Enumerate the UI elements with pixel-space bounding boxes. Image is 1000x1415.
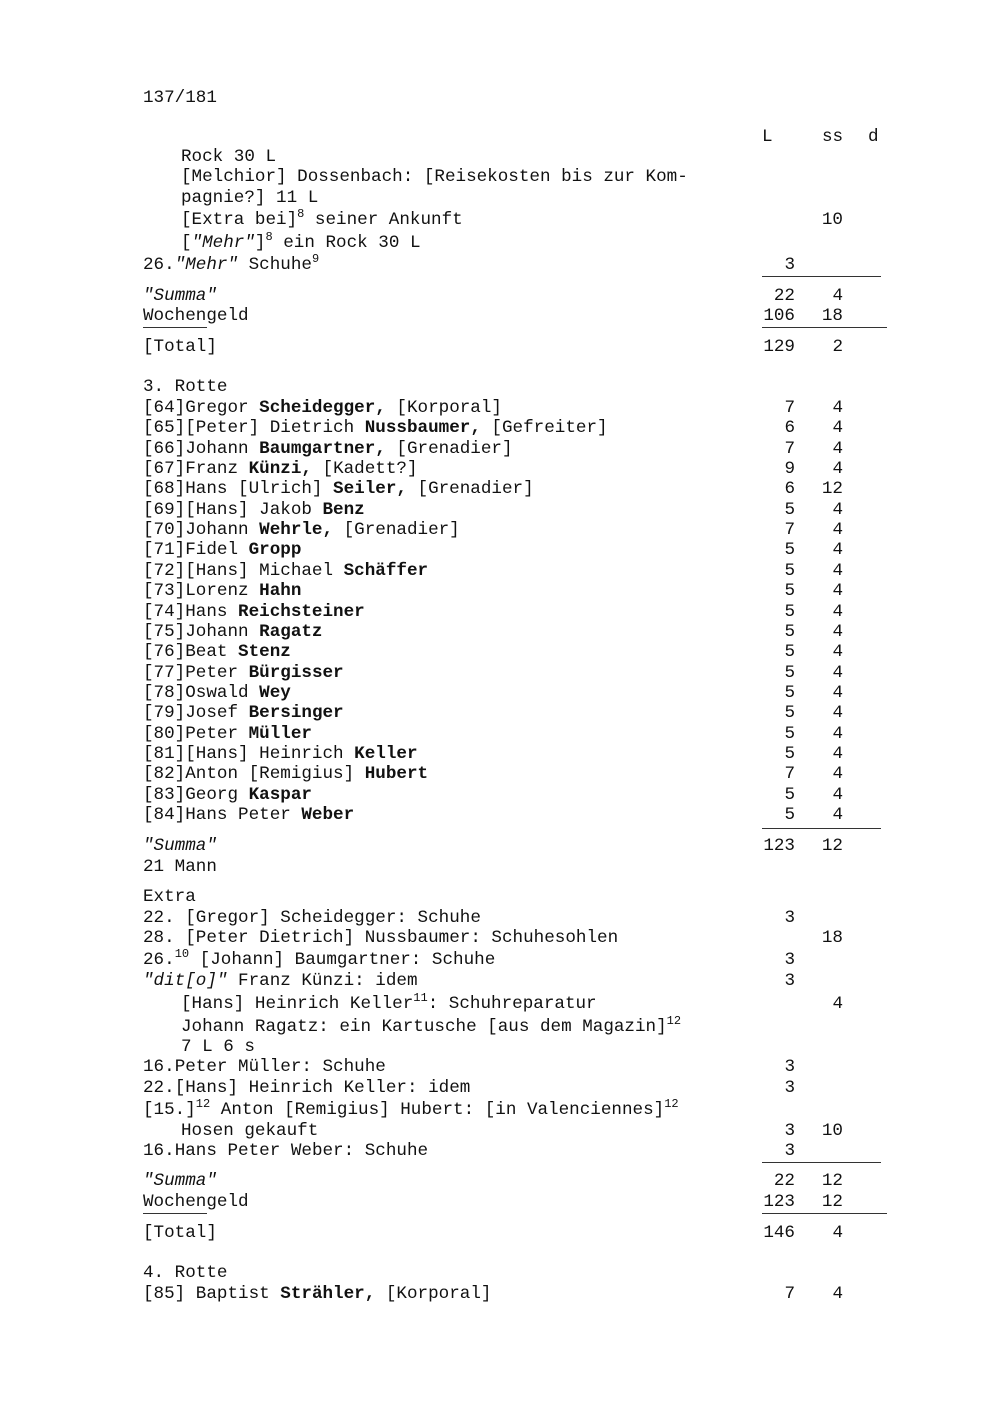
shillings-value: 4 — [832, 439, 843, 459]
extra-line: 26.10 [Johann] Baumgartner: Schuhe — [143, 947, 496, 970]
shillings-value: 4 — [832, 744, 843, 764]
member-row — [143, 581, 301, 601]
extra-line: $[15.]^{12}$ Anton [Remigius] Hubert: [in Valenciennes]$^{12}$ — [143, 1097, 679, 1120]
pounds-value: 7 — [784, 764, 795, 784]
shillings-value: 4 — [832, 520, 843, 540]
member-surname: Wey — [259, 683, 291, 703]
shillings-value: 4 — [832, 703, 843, 723]
shillings-value: 4 — [832, 764, 843, 784]
sum-rule — [762, 1162, 881, 1163]
member-row: [85] Baptist Strähler, [Korporal] — [143, 1284, 492, 1304]
member-name: [Hans] Jakob — [185, 500, 323, 520]
column-header-pounds: L — [762, 127, 773, 147]
sum-rule — [143, 327, 207, 328]
pounds-value: 5 — [784, 642, 795, 662]
pounds-value: 7 — [784, 398, 795, 418]
pounds-value: 7 — [784, 1284, 795, 1304]
member-no: [83] — [143, 785, 186, 805]
member-name: Beat — [185, 642, 239, 662]
member-name: Hans [Ulrich] — [185, 479, 334, 499]
footnote-marker: 9 — [311, 252, 320, 266]
member-surname: Benz — [322, 500, 365, 520]
member-name: [Hans] Heinrich — [185, 744, 355, 764]
shillings-value: 4 — [832, 1223, 843, 1243]
pounds-value: 5 — [784, 561, 795, 581]
member-surname: Scheidegger, — [259, 398, 386, 418]
member-row — [143, 500, 365, 520]
member-no: [84] — [143, 805, 186, 825]
pounds-value: 3 — [784, 971, 795, 991]
shillings-value: 4 — [832, 602, 843, 622]
entry-line: Rock 30 L — [181, 147, 277, 167]
member-name: Fidel — [185, 540, 249, 560]
pounds-value: 123 — [763, 1192, 795, 1212]
pounds-value: 5 — [784, 602, 795, 622]
entry-line: 26."Mehr" Schuhe$^9$ — [143, 252, 320, 275]
member-row — [143, 785, 312, 805]
pounds-value: 6 — [784, 479, 795, 499]
member-surname: Stenz — [238, 642, 291, 662]
column-header-shillings: ss — [822, 127, 844, 147]
member-name: Georg — [185, 785, 249, 805]
member-no: [66] — [143, 439, 186, 459]
shillings-value: 4 — [832, 663, 843, 683]
pounds-value: 5 — [784, 500, 795, 520]
member-row — [143, 459, 418, 479]
member-name: Johann — [185, 622, 260, 642]
member-no: [71] — [143, 540, 186, 560]
member-no: [72] — [143, 561, 186, 581]
member-rank: [Grenadier] — [406, 479, 534, 499]
member-row — [143, 805, 354, 825]
member-surname: Schäffer — [343, 561, 429, 581]
pounds-value: 3 — [784, 1121, 795, 1141]
member-no: [65] — [143, 418, 186, 438]
member-row — [143, 663, 344, 683]
pounds-value: 5 — [784, 703, 795, 723]
shillings-value: 4 — [832, 418, 843, 438]
sum-rule — [762, 828, 881, 829]
footnote-marker: 12 — [195, 1097, 211, 1111]
pounds-value: 106 — [763, 306, 795, 326]
pounds-value: 3 — [784, 1141, 795, 1161]
member-row — [143, 439, 513, 459]
pounds-value: 5 — [784, 785, 795, 805]
shillings-value: 4 — [832, 622, 843, 642]
member-row — [143, 622, 323, 642]
mann-count: 21 Mann — [143, 857, 217, 877]
member-surname: Kaspar — [248, 785, 312, 805]
extra-heading: Extra — [143, 887, 196, 907]
member-row — [143, 703, 344, 723]
member-no: [70] — [143, 520, 186, 540]
member-rank: [Korporal] — [385, 398, 502, 418]
member-rank: [Gefreiter] — [480, 418, 608, 438]
shillings-value: 12 — [821, 1192, 843, 1212]
member-no: [64] — [143, 398, 186, 418]
extra-line: 16.Hans Peter Weber: Schuhe — [143, 1141, 429, 1161]
member-surname: Keller — [354, 744, 418, 764]
member-surname: Baumgartner, — [259, 439, 386, 459]
pounds-value: 3 — [784, 908, 795, 928]
pounds-value: 5 — [784, 744, 795, 764]
pounds-value: 5 — [784, 663, 795, 683]
member-row — [143, 602, 365, 622]
shillings-value: 4 — [832, 785, 843, 805]
extra-line: Johann Ragatz: ein Kartusche [aus dem Magazin]$^{12}$ — [181, 1014, 682, 1037]
section-heading: 3. Rotte — [143, 377, 228, 397]
pounds-value: 5 — [784, 540, 795, 560]
member-name: Hans Peter — [185, 805, 302, 825]
pounds-value: 3 — [784, 1078, 795, 1098]
member-rank: [Grenadier] — [333, 520, 460, 540]
member-rank: [Kadett?] — [311, 459, 418, 479]
pounds-value: 3 — [784, 255, 795, 275]
pounds-value: 123 — [763, 836, 795, 856]
member-row — [143, 398, 502, 418]
extra-line: 7 L 6 s — [181, 1037, 255, 1057]
shillings-value: 12 — [821, 479, 843, 499]
member-no: [81] — [143, 744, 186, 764]
footnote-marker: 10 — [174, 947, 190, 961]
shillings-value: 4 — [832, 581, 843, 601]
shillings-value: 12 — [821, 1171, 843, 1191]
wochengeld-label: Wochengeld — [143, 1192, 249, 1212]
member-row — [143, 540, 301, 560]
pounds-value: 3 — [784, 1057, 795, 1077]
member-name: Gregor — [185, 398, 260, 418]
member-name: Franz — [185, 459, 249, 479]
member-row — [143, 683, 291, 703]
member-rank: [Grenadier] — [385, 439, 513, 459]
footnote-marker: 8 — [297, 207, 305, 221]
member-no: [68] — [143, 479, 186, 499]
member-no: [74] — [143, 602, 186, 622]
pounds-value: 5 — [784, 622, 795, 642]
shillings-value: 4 — [832, 683, 843, 703]
total-label: [Total] — [143, 1223, 217, 1243]
shillings-value: 2 — [832, 337, 843, 357]
extra-line: 22.[Hans] Heinrich Keller: idem — [143, 1078, 471, 1098]
pounds-value: 6 — [784, 418, 795, 438]
column-header-pence: d — [868, 127, 879, 147]
shillings-value: 4 — [832, 642, 843, 662]
extra-line: "dit[o]" Franz Künzi: idem — [143, 971, 418, 991]
footnote-marker: 11 — [413, 991, 428, 1005]
shillings-value: 4 — [832, 561, 843, 581]
entry-line: ["Mehr"]$^8$ ein Rock 30 L — [181, 230, 421, 253]
member-surname: Hubert — [364, 764, 429, 784]
pounds-value: 5 — [784, 724, 795, 744]
member-no: [69] — [143, 500, 186, 520]
member-row — [143, 418, 608, 438]
member-no: [77] — [143, 663, 186, 683]
member-name: Johann — [185, 439, 260, 459]
member-row — [143, 479, 534, 499]
member-surname: Reichsteiner — [238, 602, 365, 622]
member-row — [143, 724, 312, 744]
extra-line: [Hans] Heinrich Keller$^{11}$: Schuhreparatur — [181, 991, 597, 1014]
total-label: [Total] — [143, 337, 217, 357]
shillings-value: 4 — [832, 805, 843, 825]
member-no: [80] — [143, 724, 186, 744]
member-surname: Bersinger — [248, 703, 344, 723]
extra-line: Hosen gekauft — [181, 1121, 319, 1141]
extra-line: 16.Peter Müller: Schuhe — [143, 1057, 386, 1077]
entry-line: [Extra bei]$^8$ seiner Ankunft — [181, 207, 463, 230]
member-no: [73] — [143, 581, 186, 601]
member-name: [Peter] Dietrich — [185, 418, 365, 438]
summa-label: "Summa" — [143, 1171, 217, 1191]
page-reference: 137/181 — [143, 88, 217, 108]
member-surname: Bürgisser — [248, 663, 344, 683]
member-row — [143, 642, 291, 662]
member-surname: Müller — [248, 724, 312, 744]
extra-line: 28. [Peter Dietrich] Nussbaumer: Schuhesohlen — [143, 928, 619, 948]
sum-rule — [143, 1213, 207, 1214]
footnote-marker: 8 — [265, 230, 273, 244]
shillings-value: 4 — [832, 994, 843, 1014]
shillings-value: 10 — [821, 210, 843, 230]
member-name: Josef — [185, 703, 249, 723]
shillings-value: 4 — [832, 724, 843, 744]
pounds-value: 22 — [773, 286, 795, 306]
member-no: [79] — [143, 703, 186, 723]
pounds-value: 22 — [773, 1171, 795, 1191]
pounds-value: 3 — [784, 950, 795, 970]
member-row — [143, 561, 428, 581]
member-row — [143, 764, 428, 784]
member-name: Hans — [185, 602, 239, 622]
pounds-value: 7 — [784, 520, 795, 540]
member-no: [82] — [143, 764, 186, 784]
sum-rule — [762, 1213, 887, 1214]
member-surname: Hahn — [259, 581, 302, 601]
shillings-value: 18 — [821, 928, 843, 948]
pounds-value: 5 — [784, 683, 795, 703]
member-no: [76] — [143, 642, 186, 662]
member-name: Anton [Remigius] — [185, 764, 365, 784]
member-no: [67] — [143, 459, 186, 479]
member-name: [Hans] Michael — [185, 561, 344, 581]
shillings-value: 18 — [821, 306, 843, 326]
shillings-value: 4 — [832, 398, 843, 418]
member-name: Peter — [185, 663, 249, 683]
footnote-marker: 12 — [664, 1097, 679, 1111]
member-surname: Nussbaumer, — [364, 418, 481, 438]
summa-label: "Summa" — [143, 286, 217, 306]
member-no: [75] — [143, 622, 186, 642]
pounds-value: 5 — [784, 581, 795, 601]
member-name: Peter — [185, 724, 249, 744]
member-surname: Weber — [301, 805, 355, 825]
member-surname: Seiler, — [333, 479, 407, 499]
shillings-value: 4 — [832, 286, 843, 306]
summa-label: "Summa" — [143, 836, 217, 856]
entry-line: [Melchior] Dossenbach: [Reisekosten bis zur Kom- — [181, 167, 688, 187]
pounds-value: 129 — [763, 337, 795, 357]
pounds-value: 5 — [784, 805, 795, 825]
pounds-value: 9 — [784, 459, 795, 479]
shillings-value: 4 — [832, 1284, 843, 1304]
sum-rule — [762, 276, 881, 277]
section-heading: 4. Rotte — [143, 1263, 228, 1283]
shillings-value: 4 — [832, 459, 843, 479]
shillings-value: 4 — [832, 540, 843, 560]
member-surname: Künzi, — [248, 459, 312, 479]
wochengeld-label: Wochengeld — [143, 306, 249, 326]
pounds-value: 146 — [763, 1223, 795, 1243]
footnote-marker: 12 — [666, 1014, 682, 1028]
member-name: Oswald — [185, 683, 260, 703]
member-surname: Gropp — [248, 540, 302, 560]
shillings-value: 12 — [821, 836, 843, 856]
member-surname: Ragatz — [259, 622, 323, 642]
member-row — [143, 520, 460, 540]
extra-line: 22. [Gregor] Scheidegger: Schuhe — [143, 908, 481, 928]
sum-rule — [762, 327, 887, 328]
member-no: [78] — [143, 683, 186, 703]
member-name: Lorenz — [185, 581, 260, 601]
member-row — [143, 744, 418, 764]
shillings-value: 10 — [821, 1121, 843, 1141]
pounds-value: 7 — [784, 439, 795, 459]
member-name: Johann — [185, 520, 260, 540]
member-surname: Wehrle, — [259, 520, 334, 540]
shillings-value: 4 — [832, 500, 843, 520]
entry-line: pagnie?] 11 L — [181, 188, 319, 208]
